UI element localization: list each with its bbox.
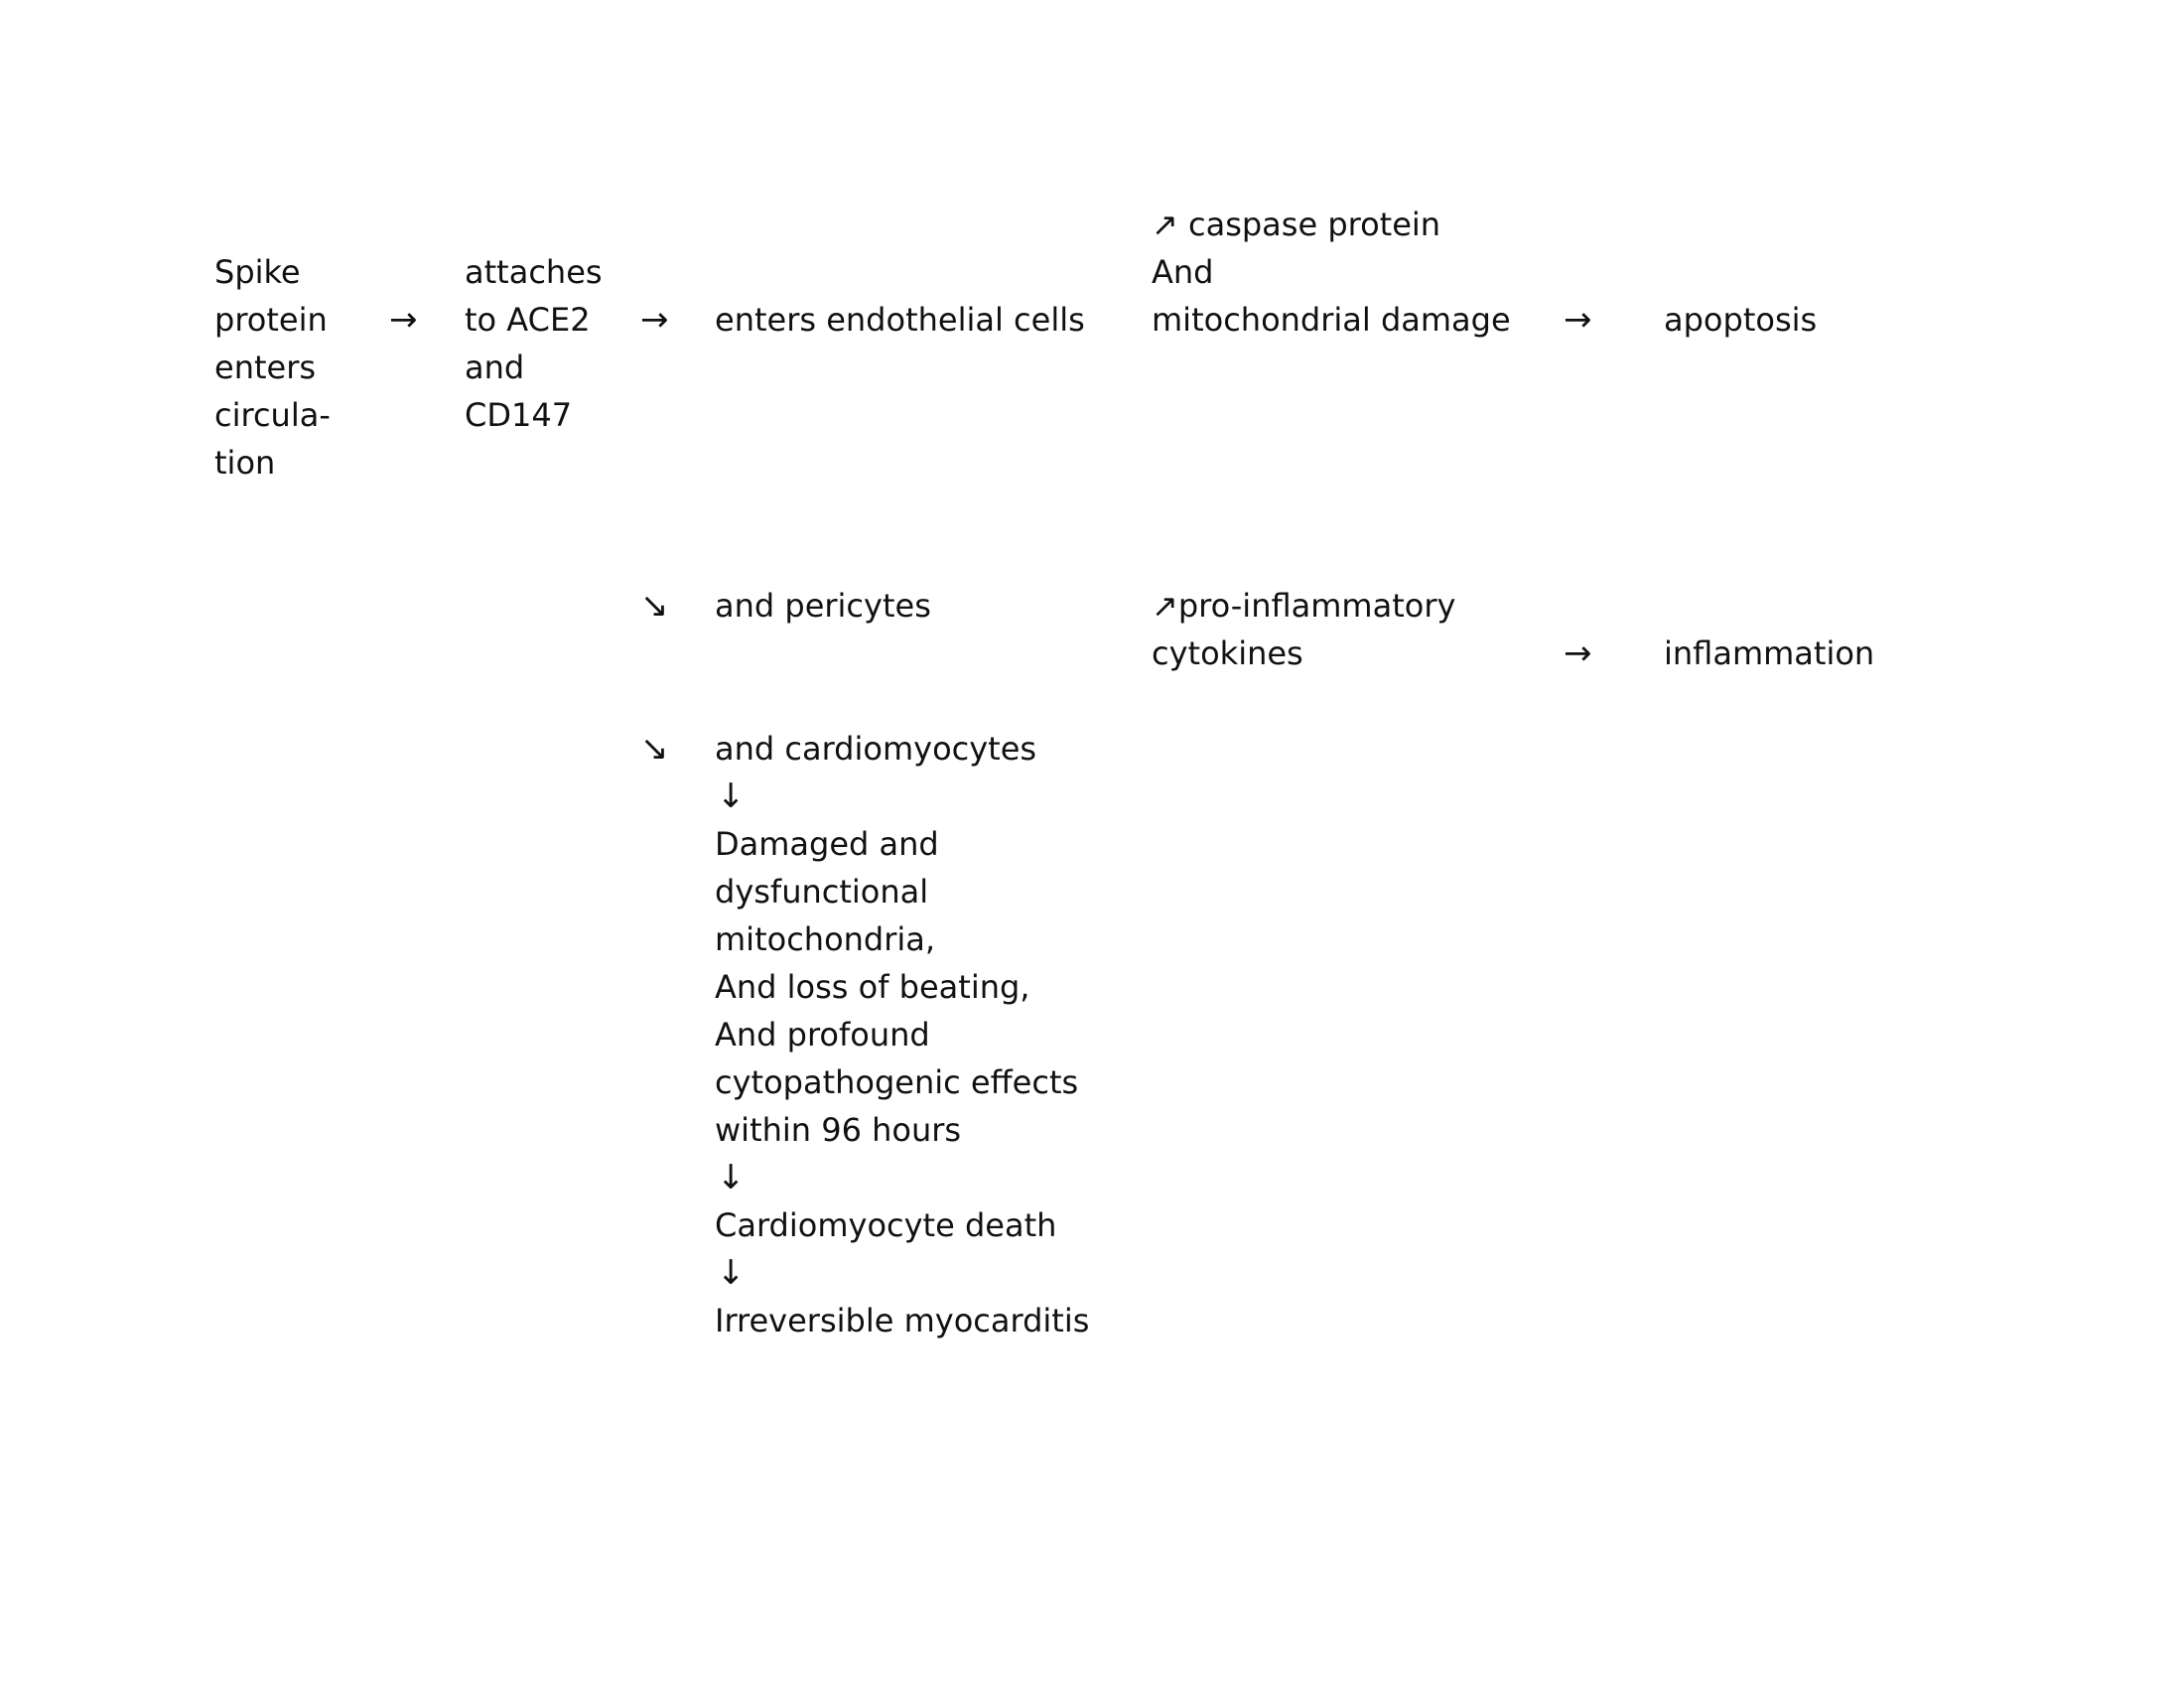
node-damaged-line-2: dysfunctional [715,873,929,911]
node-endothelial-cells: enters endothelial cells [715,301,1085,339]
node-caspase-mitochondrial [1152,201,1511,344]
arrow-down-to-death: ↓ [717,1158,746,1197]
node-inflammation: inflammation [1664,634,1875,672]
node-attaches-line-3: and [465,349,525,386]
arrow-to-pericytes: ↘ [640,586,669,626]
node-attaches-line-2: to ACE2 [465,301,591,339]
arrow-attaches-to-endothelial: → [640,300,669,340]
node-damaged-mitochondria [715,820,1078,1154]
node-damaged-line-3: mitochondria, [715,920,936,958]
node-damaged-line-6: cytopathogenic effects [715,1063,1079,1101]
arrow-down-to-myocarditis: ↓ [717,1253,746,1293]
node-cytokines-line-1: ↗pro-inflammatory [1152,587,1456,625]
node-pro-inflammatory-cytokines [1152,582,1455,677]
arrow-down-to-damaged: ↓ [717,776,746,816]
arrow-to-apoptosis: → [1564,300,1592,340]
node-damaged-line-1: Damaged and [715,825,939,863]
node-spike-line-3: enters [214,349,317,386]
node-cardiomyocytes: and cardiomyocytes [715,730,1037,768]
arrow-to-cardiomyocytes: ↘ [640,729,669,769]
arrow-to-inflammation: → [1564,633,1592,673]
node-spike-line-5: tion [214,444,276,482]
node-spike-line-2: protein [214,301,328,339]
node-damaged-line-5: And profound [715,1016,930,1054]
node-caspase-line-3: mitochondrial damage [1152,301,1511,339]
node-cytokines-line-2: cytokines [1152,634,1303,672]
arrow-spike-to-attaches: → [389,300,418,340]
node-attaches [465,248,603,439]
node-spike-line-1: Spike [214,253,301,291]
node-spike-protein [214,248,331,487]
node-apoptosis: apoptosis [1664,301,1818,339]
node-attaches-line-4: CD147 [465,396,573,434]
node-irreversible-myocarditis: Irreversible myocarditis [715,1302,1090,1339]
node-pericytes: and pericytes [715,587,931,625]
node-attaches-line-1: attaches [465,253,603,291]
node-caspase-line-1: ↗ caspase protein [1152,206,1441,243]
node-spike-line-4: circula- [214,396,331,434]
node-caspase-line-2: And [1152,253,1214,291]
node-cardiomyocyte-death: Cardiomyocyte death [715,1206,1057,1244]
node-damaged-line-4: And loss of beating, [715,968,1030,1006]
node-damaged-line-7: within 96 hours [715,1111,962,1149]
